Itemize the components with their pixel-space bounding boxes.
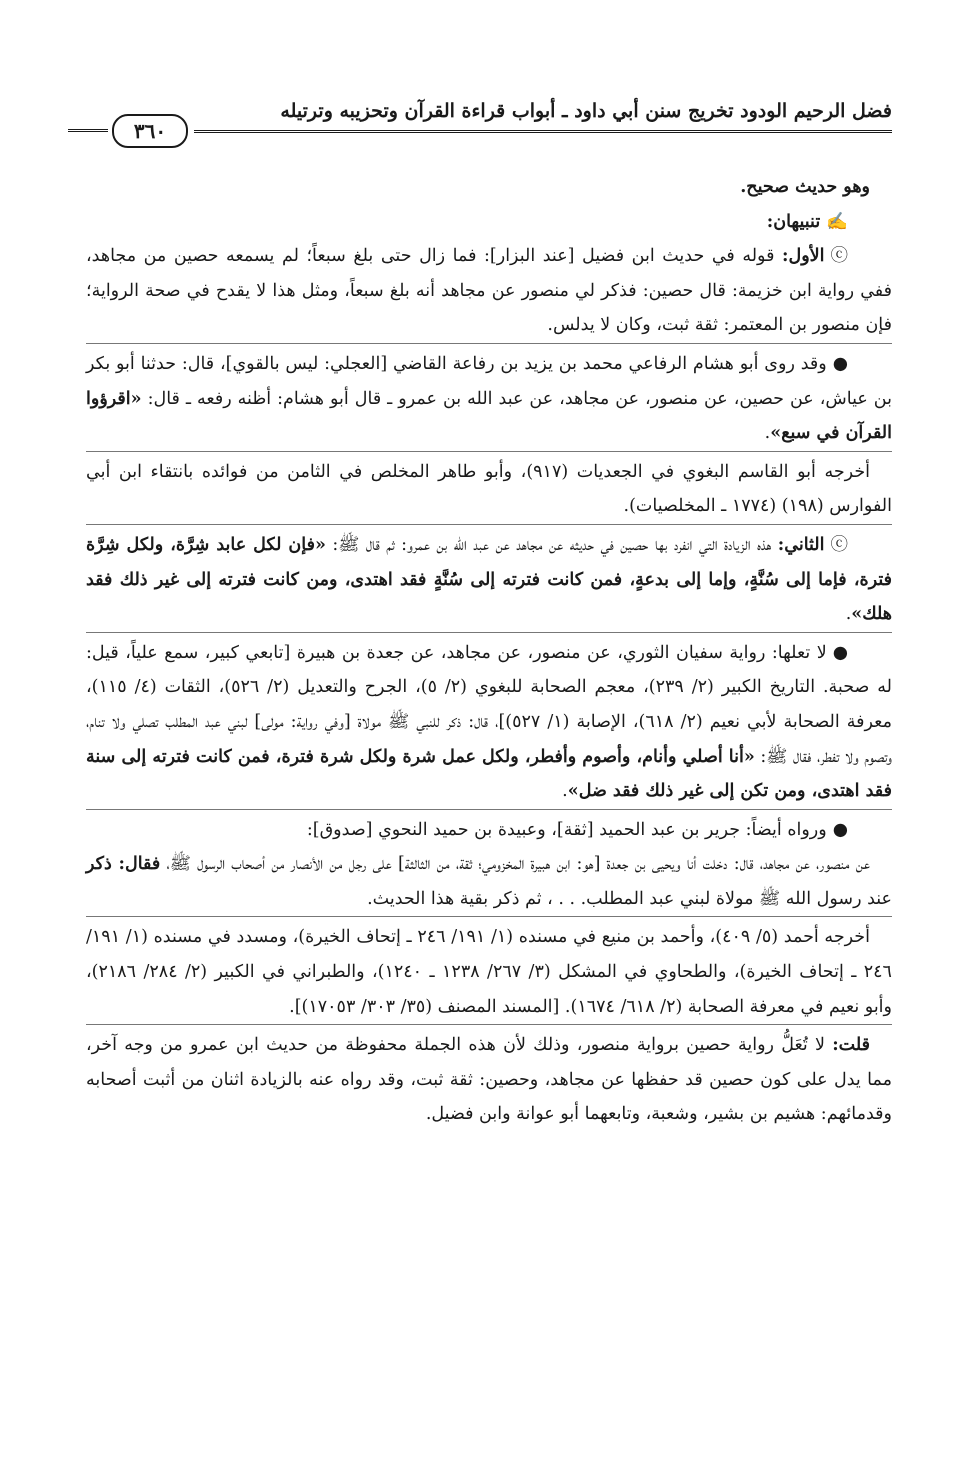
- note-first-text: قوله في حديث ابن فضيل [عند البزار]: فما زال حتى بلغ سبعاً؛ لم يسمعه حصين من مجاهد، ففي رواية ابن خزيمة: قال حصين: فذكر لي منصور عن مجاهد أنه بلغ سبعاً، ومثل هذا لا يقدح في صحة الرواية؛ فإن منصور بن المعتمر: ثقة ثبت، وكان لا يدلس.: [86, 246, 892, 336]
- running-title: فضل الرحيم الودود تخريج سنن أبي داود ـ أبواب قراءة القرآن وتحزيبه وترتيله: [280, 100, 892, 122]
- bullet-icon: ●: [832, 642, 848, 663]
- hadith-quote-3: «أنا أصلي وأنام، وأصوم وأفطر، ولكل عمل شرة ولكل شرة فترة، فمن كانت فترته إلى سنة فقد اهتدى، ومن تكن إلى غير ذلك فقد ضل»: [86, 746, 892, 802]
- page-number: ٣٦٠: [112, 114, 188, 148]
- bullet-paragraph-1-text: وقد روى أبو هشام الرفاعي محمد بن يزيد بن رفاعة القاضي [العجلي: ليس بالقوي]، قال: حدثنا أبو بكر بن عياش، عن حصين، عن منصور، عن مجاهد، عن عبد الله بن عمرو ـ قال أبو هشام: أظنه رفعه ـ قال:: [86, 353, 892, 409]
- bullet-paragraph-2-text: لا تعلها: رواية سفيان الثوري، عن منصور، عن مجاهد، عن جعدة بن هبيرة [تابعي كبير، سمع علياً، قيل: له صحبة. التاريخ الكبير (٢/ ٢٣٩)، معجم الصحابة للبغوي (٢/ ٥)، الجرح والتعديل (٢/ ٥٢٦)، الثقات (٤/ ١١٥)، معرفة الصحابة لأبي نعيم (٢/ ٦١٨)، الإصابة (١/ ٥٢٧)]، قال: ذكر للنبي ﷺ مولاة [وفي رواية: مولى] لبني عبد المطلب تصلي ولا تنام، وتصوم ولا تفطر، فقال ﷺ:: [86, 642, 892, 767]
- takhrij-paragraph-1: أخرجه أبو القاسم البغوي في الجعديات (٩١٧)، وأبو طاهر المخلص في الثامن من فوائده بانتقاء ابن أبي الفوارس (١٩٨) (١٧٧٤ ـ المخلصيات).: [86, 451, 892, 524]
- takhrij-paragraph-2: أخرجه أحمد (٥/ ٤٠٩)، وأحمد بن منيع في مسنده (١/ ١٩١/ ٢٤٦ ـ إتحاف الخيرة)، ومسدد في مسنده (١/ ١٩١/ ٢٤٦ ـ إتحاف الخيرة)، والطحاوي في المشكل (٣/ ٢٦٧/ ١٢٣٨ ـ ١٢٤٠)، والطبراني في الكبير (٢/ ٢٨٤/ ٢١٨٦)، وأبو نعيم في معرفة الصحابة (٢/ ٦١٨/ ١٦٧٤). [المسند المصنف (٣٥/ ٣٠٣/ ١٧٠٥٣)].: [86, 916, 892, 1024]
- note-first: [86, 239, 892, 343]
- bullet-icon: ●: [832, 819, 848, 840]
- chain-paragraph-bold: فقال: ذكر: [86, 854, 161, 875]
- note-second-text: هذه الزيادة التي انفرد بها حصين في حديثه عن مجاهد عن عبد الله بن عمرو: ثم قال ﷺ:: [332, 534, 772, 555]
- header-rule-left: [68, 129, 108, 132]
- pen-icon: ✍: [826, 211, 848, 232]
- notes-heading: [86, 205, 892, 240]
- bullet-paragraph-1: ●وقد روى أبو هشام الرفاعي محمد بن يزيد بن رفاعة القاضي [العجلي: ليس بالقوي]، قال: حدثنا أبو بكر بن عياش، عن حصين، عن منصور، عن مجاهد، عن عبد الله بن عمرو ـ قال أبو هشام: أظنه رفعه ـ قال: «اقرؤوا القرآن في سبع».: [86, 343, 892, 451]
- verdict-line: وهو حديث صحيح.: [740, 177, 870, 197]
- circle-bullet-icon: ⓒ: [830, 246, 848, 267]
- page-body: [86, 170, 892, 1132]
- note-second: ⓒالثاني: هذه الزيادة التي انفرد بها حصين في حديثه عن مجاهد عن عبد الله بن عمرو: ثم قال ﷺ: «فإن لكل عابد شِرَّة، ولكل شِرَّة فترة، فإما إلى سُنَّةٍ، وإما إلى بدعةٍ، فمن كانت فترته إلى سُنَّةٍ فقد اهتدى، ومن كانت فترته إلى غير ذلك فقد هلك».: [86, 524, 892, 632]
- author-comment: [86, 1024, 892, 1132]
- hadith-quote-1: «اقرؤوا القرآن في سبع»: [86, 388, 892, 444]
- circle-bullet-icon: ⓒ: [830, 534, 849, 555]
- author-comment-label: قلت:: [832, 1035, 870, 1056]
- header-rule: [194, 130, 892, 133]
- bullet-paragraph-3-text: ورواه أيضاً: جرير بن عبد الحميد [ثقة]، وعبيدة بن حميد النحوي [صدوق]:: [306, 819, 827, 840]
- hadith-quote-2: «فإن لكل عابد شِرَّة، ولكل شِرَّة فترة، فإما إلى سُنَّةٍ، وإما إلى بدعةٍ، فمن كانت فترته إلى سُنَّةٍ فقد اهتدى، ومن كانت فترته إلى غير ذلك فقد هلك»: [86, 534, 892, 625]
- bullet-paragraph-2: ●لا تعلها: رواية سفيان الثوري، عن منصور، عن مجاهد، عن جعدة بن هبيرة [تابعي كبير، سمع علياً، قيل: له صحبة. التاريخ الكبير (٢/ ٢٣٩)، معجم الصحابة للبغوي (٢/ ٥)، الجرح والتعديل (٢/ ٥٢٦)، الثقات (٤/ ١١٥)، معرفة الصحابة لأبي نعيم (٢/ ٦١٨)، الإصابة (١/ ٥٢٧)]، قال: ذكر للنبي ﷺ مولاة [وفي رواية: مولى] لبني عبد المطلب تصلي ولا تنام، وتصوم ولا تفطر، فقال ﷺ: «أنا أصلي وأنام، وأصوم وأفطر، ولكل عمل شرة ولكل شرة فترة، فمن كانت فترته إلى سنة فقد اهتدى، ومن تكن إلى غير ذلك فقد ضل».: [86, 632, 892, 809]
- chain-paragraph-text: عن منصور، عن مجاهد، قال: دخلت أنا ويحيى بن جعدة [هو: ابن هبيرة المخزومي؛ ثقة، من الثالثة] على رجل من الأنصار من أصحاب الرسول ﷺ،: [166, 854, 870, 875]
- note-second-label: الثاني:: [777, 534, 825, 555]
- chain-paragraph: [86, 847, 892, 916]
- note-first-label: الأول:: [782, 246, 825, 267]
- bullet-paragraph-3: [86, 809, 892, 848]
- page-header: [68, 96, 892, 152]
- notes-heading-text: تنبيهان:: [766, 211, 821, 232]
- author-comment-text: لا تُعَلُّ رواية حصين برواية منصور، وذلك لأن هذه الجملة محفوظة من حديث ابن عمرو من وجه آخر، مما يدل على كون حصين قد حفظها عن مجاهد، وحصين: ثقة ثبت، وقد رواه عنه بالزيادة اثنان من أثبت أصحابه وقدمائهم: هشيم بن بشير، وشعبة، وتابعهما أبو عوانة وابن فضيل.: [86, 1035, 892, 1125]
- chain-paragraph-tail: عند رسول الله ﷺ مولاة لبني عبد المطلب. . . ، ثم ذكر بقية هذا الحديث.: [367, 888, 892, 909]
- bullet-icon: ●: [832, 353, 848, 374]
